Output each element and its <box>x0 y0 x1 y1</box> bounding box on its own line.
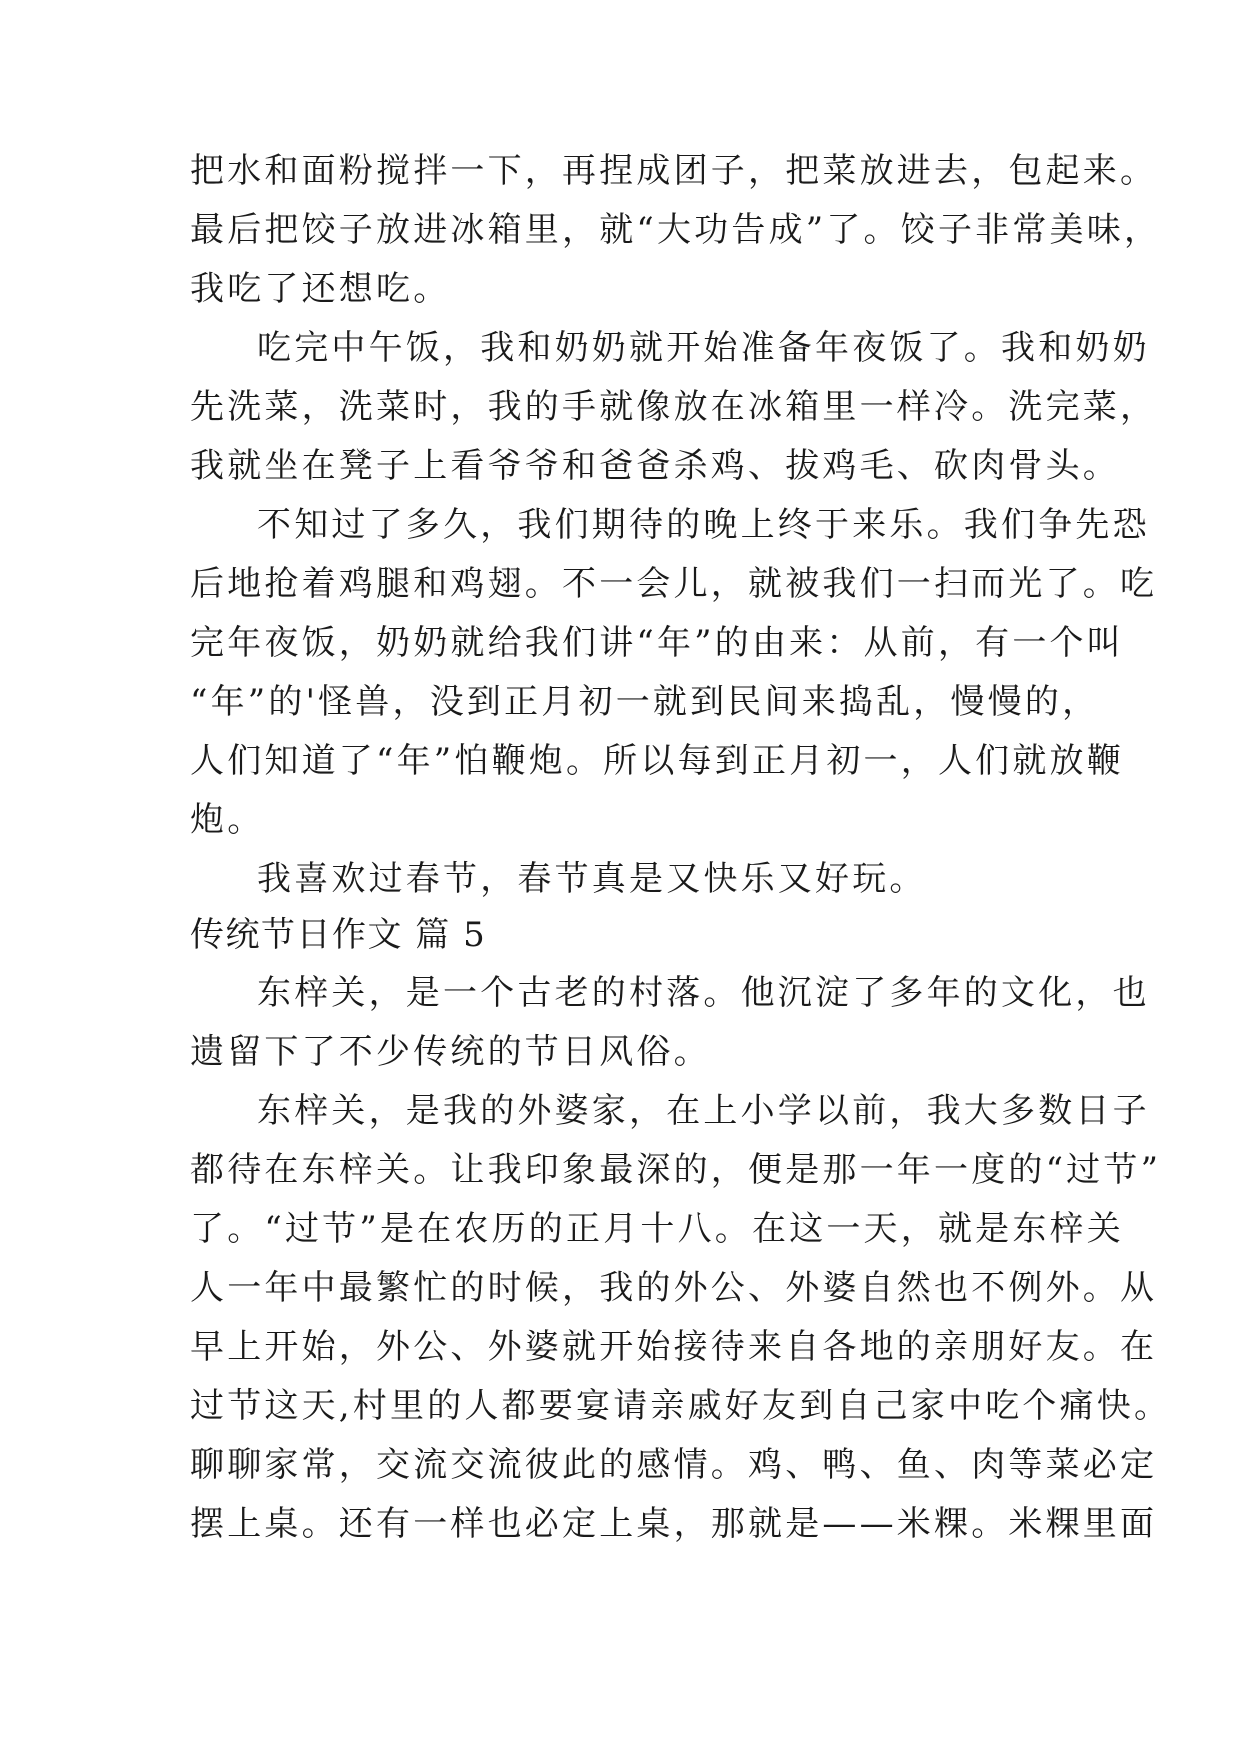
text-line: 炮。 <box>190 800 265 840</box>
text-line: 人一年中最繁忙的时候，我的外公、外婆自然也不例外。从 <box>190 1268 1158 1308</box>
text-line: 完年夜饭，奶奶就给我们讲“年”的由来：从前，有一个叫 <box>190 623 1124 663</box>
text-line: 我吃了还想吃。 <box>190 269 451 309</box>
text-line: 都待在东梓关。让我印象最深的，便是那一年一度的“过节” <box>190 1150 1162 1190</box>
text-line: 早上开始，外公、外婆就开始接待来自各地的亲朋好友。在 <box>190 1327 1158 1367</box>
text-line: 把水和面粉搅拌一下，再捏成团子，把菜放进去，包起来。 <box>190 151 1158 191</box>
text-line: 最后把饺子放进冰箱里，就“大功告成”了。饺子非常美味， <box>190 210 1162 250</box>
paragraph-first-line: 东梓关，是我的外婆家，在上小学以前，我大多数日子 <box>257 1091 1150 1131</box>
paragraph-first-line: 我喜欢过春节，春节真是又快乐又好玩。 <box>257 859 927 899</box>
text-line: 人们知道了“年”怕鞭炮。所以每到正月初一，人们就放鞭 <box>190 741 1124 781</box>
text-line: 摆上桌。还有一样也必定上桌，那就是——米粿。米粿里面 <box>190 1504 1158 1544</box>
text-line: 遗留下了不少传统的节日风俗。 <box>190 1032 711 1072</box>
text-line: 先洗菜，洗菜时，我的手就像放在冰箱里一样冷。洗完菜， <box>190 387 1158 427</box>
text-line: 过节这天,村里的人都要宴请亲戚好友到自己家中吃个痛快。 <box>190 1386 1172 1426</box>
text-line: 后地抢着鸡腿和鸡翅。不一会儿，就被我们一扫而光了。吃 <box>190 564 1158 604</box>
section-heading: 传统节日作文 篇 5 <box>190 915 487 955</box>
paragraph-first-line: 不知过了多久，我们期待的晚上终于来乐。我们争先恐 <box>257 505 1150 545</box>
text-line: 聊聊家常，交流交流彼此的感情。鸡、鸭、鱼、肉等菜必定 <box>190 1445 1158 1485</box>
paragraph-first-line: 吃完中午饭，我和奶奶就开始准备年夜饭了。我和奶奶 <box>257 328 1150 368</box>
text-line: “年”的'怪兽，没到正月初一就到民间来捣乱，慢慢的， <box>190 682 1100 722</box>
text-line: 我就坐在凳子上看爷爷和爸爸杀鸡、拔鸡毛、砍肉骨头。 <box>190 446 1120 486</box>
paragraph-first-line: 东梓关，是一个古老的村落。他沉淀了多年的文化，也 <box>257 973 1150 1013</box>
text-line: 了。“过节”是在农历的正月十八。在这一天，就是东梓关 <box>190 1209 1124 1249</box>
